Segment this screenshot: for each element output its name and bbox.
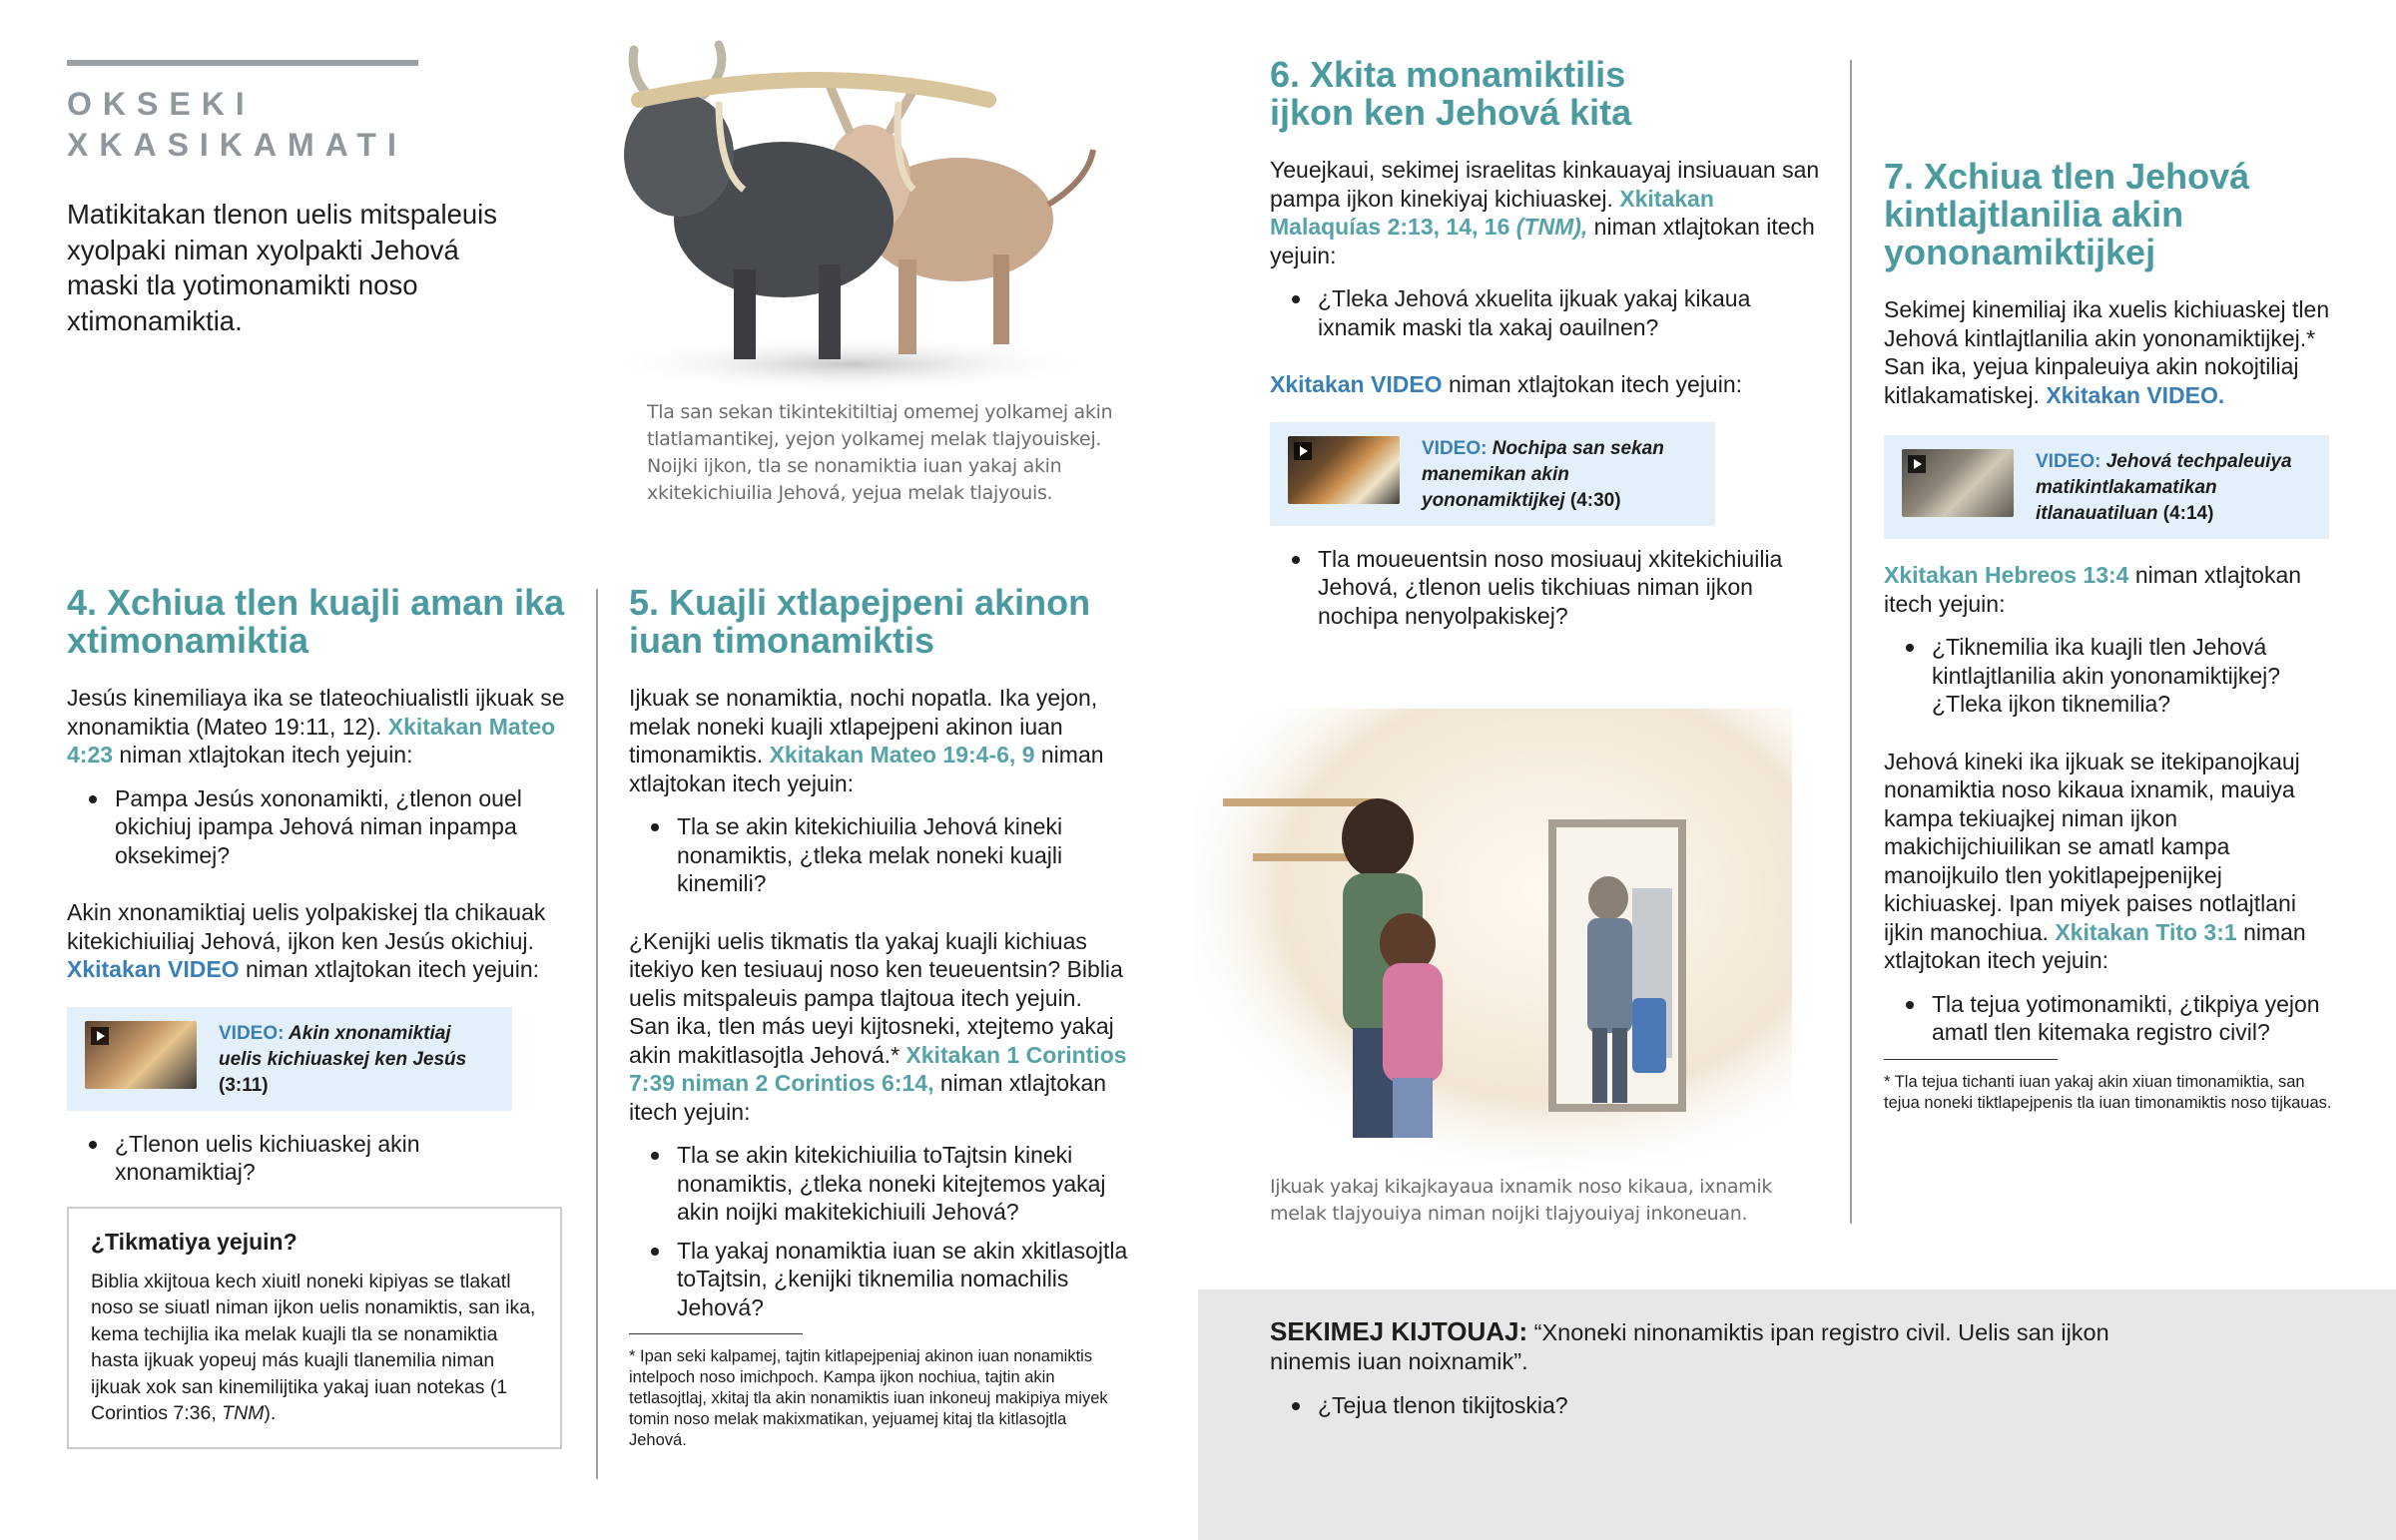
section-7-paragraph-3 <box>1884 748 2333 975</box>
video-thumbnail[interactable] <box>1902 449 2014 517</box>
video-link[interactable]: Xkitakan VIDEO <box>1270 371 1443 397</box>
footnote-rule <box>629 1333 803 1334</box>
video-thumbnail[interactable] <box>85 1021 197 1089</box>
section-5-paragraph-2 <box>629 927 1128 1127</box>
p1-tail: niman xtlajtokan itech yejuin: <box>1270 214 1815 268</box>
video-title: Jehová techpaleuiya matikintlakamatikan itlanauatiluan <box>2036 451 2292 524</box>
kicker-line-1: OKSEKI <box>67 86 256 122</box>
video-duration: (4:30) <box>1569 489 1621 511</box>
scripture-link-mateo-19[interactable]: Xkitakan Mateo 19:4-6, 9 <box>769 742 1035 768</box>
section-4 <box>67 584 566 1449</box>
p1-text: Ijkuak se nonamiktia, nochi nopatla. Ika yejon, melak noneki kuajli xtlapejpeni akinon iuan timonamiktis. <box>629 685 1098 768</box>
scripture-link-tnm[interactable]: (TNM), <box>1515 214 1588 240</box>
question-marry-worshipper: Tla se akin kitekichiuilia toTajtsin kineki nonamiktis, ¿tleka noneki kitejtemos yakaj akin noijki makitekichiuili Jehová? <box>677 1141 1128 1227</box>
video-card-single[interactable] <box>67 1007 512 1111</box>
objection-quote <box>1270 1317 2168 1376</box>
section-4-paragraph-1 <box>67 684 566 770</box>
section-5-title: 5. Kuajli xtlapejpeni akinon iuan timonamiktis <box>629 582 1091 661</box>
p3-tail: niman xtlajtokan itech yejuin: <box>1884 918 2306 973</box>
video-title: Akin xnonamiktiaj uelis kichiuaskej ken Jesús <box>219 1022 467 1070</box>
video-link[interactable]: Xkitakan VIDEO. <box>2046 381 2225 408</box>
question-what-would-you-say: ¿Tejua tlenon tikijtoskia? <box>1318 1392 1568 1418</box>
p2-tail: niman xtlajtokan itech yejuin: <box>239 956 540 982</box>
kicker-rule <box>67 60 418 66</box>
section-7-paragraph-1 <box>1884 295 2333 409</box>
title-line-1: 6. Xkita monamiktilis <box>1270 54 1626 95</box>
video-label: VIDEO: <box>2036 451 2101 472</box>
section-7-bullets-1 <box>1884 633 2333 719</box>
section-7-footnote: * Tla tejua tichanti iuan yakaj akin xiuan timonamiktia, san tejua noneki tiktlapejpenis tla iuan timonamiktis noso tijkauas. <box>1884 1072 2332 1112</box>
video-info <box>2036 449 2311 527</box>
p1-tail: niman xtlajtokan itech yejuin: <box>629 742 1104 796</box>
scripture-link-malaquias[interactable]: Xkitakan Malaquías 2:13, 14, 16 <box>1270 185 1714 240</box>
question-why-choose-carefully: Tla se akin kitekichiuilia Jehová kineki nonamiktis, ¿tleka melak noneki kuajli kinemili? <box>677 812 1128 898</box>
p1-text: Jesús kinemiliaya ika se tlateochiualistli ijkuak se xnonamiktia (Mateo 19:11, 12). <box>67 685 565 740</box>
section-5-bullets-1 <box>629 812 1128 898</box>
video-duration: (4:14) <box>2162 503 2214 524</box>
section-5-paragraph-1 <box>629 684 1128 797</box>
p1-tail: niman xtlajtokan itech yejuin: <box>113 742 413 768</box>
section-7-title: 7. Xchiua tlen Jehová kintlajtlanilia akin yononamiktijkej <box>1884 156 2250 272</box>
question-spouse-not-worshipper: Tla moueuentsin noso mosiuauj xkitekichiuilia Jehová, ¿tlenon uelis tikchiuas niman ijkon nochipa nenyolpakiskej? <box>1318 545 1829 631</box>
column-divider-left <box>596 589 598 1479</box>
section-5 <box>629 584 1128 1451</box>
section-4-title: 4. Xchiua tlen kuajli aman ika xtimonamiktia <box>67 582 565 661</box>
question-jehovah-requirements: ¿Tiknemilia ika kuajli tlen Jehová kintlajtlanilia akin yononamiktijkej? ¿Tleka ijkon tiknemilia? <box>1932 633 2333 719</box>
video-label: VIDEO: <box>219 1022 285 1044</box>
oxen-caption: Tla san sekan tikintekitiltiaj omemej yolkamej akin tlatlamantikej, yejon yolkamej melak tlajyouiskej. Noijki ijkon, tla se nonamiktia iuan yakaj akin xkitekichiuilia Jehová, yejua melak tlajyouis. <box>647 401 1113 504</box>
scripture-link-hebreos[interactable]: Xkitakan Hebreos 13:4 <box>1884 562 2129 588</box>
section-4-bullets-2 <box>67 1130 566 1187</box>
section-5-bullets-2 <box>629 1141 1128 1321</box>
video-link[interactable]: Xkitakan VIDEO <box>67 956 240 982</box>
question-why-jehovah-hates-divorce: ¿Tleka Jehová xkuelita ijkuak yakaj kikaua ixnamik maski tla xakaj oauilnen? <box>1318 284 1829 341</box>
p2-text: ¿Kenijki uelis tikmatis tla yakaj kuajli kichiuas itekiyo ken tesiuauj noso ken teueuentsin? Biblia uelis mitspaleuis pampa tlajtoua itech yejuin. San ika, tlen más ueyi kijtosneki, xtejtemo yakaj akin makitlasojtla Jehová.* <box>629 927 1123 1068</box>
question-jehovah-feelings: Tla yakaj nonamiktia iuan se akin xkitlasojtla toTajtsin, ¿kenijki tiknemilia nomachilis Jehová? <box>677 1237 1128 1320</box>
p2-tail: niman xtlajtokan itech yejuin: <box>1442 371 1743 397</box>
video-duration: (3:11) <box>219 1074 269 1096</box>
video-card-marriage[interactable] <box>1270 422 1715 526</box>
box-end: ). <box>264 1402 277 1424</box>
section-6-bullets-1 <box>1270 284 1829 341</box>
section-4-paragraph-2 <box>67 898 566 984</box>
video-thumbnail[interactable] <box>1288 436 1400 504</box>
footnote-rule <box>1884 1059 2058 1060</box>
objection-panel <box>1198 1289 2396 1540</box>
scripture-link-mateo-4-23[interactable]: Xkitakan Mateo 4:23 <box>67 713 556 768</box>
p2-tail: niman xtlajtokan itech yejuin: <box>1884 562 2302 617</box>
section-6-paragraph-1 <box>1270 156 1829 269</box>
section-kicker <box>67 84 407 166</box>
section-7-paragraph-2 <box>1884 561 2333 618</box>
p3-text: Jehová kineki ika ijkuak se itekipanojkauj nonamiktia noso kikaua ixnamik, mauiya kampa tekiuajkej niman ijkon makichijchiuilikan se amatl kampa manoijkuilo tlen yokitlapejpenijkej kichiuaskej. Ipan miyek paises notlajtlani ijkin manochiua. <box>1884 748 2300 945</box>
section-7-bullets-2 <box>1884 990 2333 1047</box>
section-6-title <box>1270 56 1829 132</box>
scripture-link-corintios[interactable]: Xkitakan 1 Corintios 7:39 niman 2 Corintios 6:14, <box>629 1041 1127 1096</box>
question-what-can-unmarried-do: ¿Tlenon uelis kichiuaskej akin xnonamiktiaj? <box>115 1130 566 1187</box>
video-info <box>1422 436 1697 514</box>
scripture-link-tito[interactable]: Xkitakan Tito 3:1 <box>2055 918 2237 945</box>
video-info <box>219 1021 494 1099</box>
question-jesus-unmarried: Pampa Jesús xononamikti, ¿tlenon ouel okichiuj ipampa Jehová niman inpampa oksekimej? <box>115 784 566 870</box>
column-divider-right <box>1850 60 1852 1224</box>
question-marriage-certificate: Tla tejua yotimonamikti, ¿tikpiya yejon amatl tlen kitemaka registro civil? <box>1932 990 2333 1047</box>
objection-bullets <box>1270 1391 1568 1420</box>
did-you-know-text <box>91 1269 540 1427</box>
p1-text: Yeuejkaui, sekimej israelitas kinkauayaj insiuauan san pampa ijkon kinekiyaj kichiuaskej. <box>1270 157 1820 212</box>
p2-tail: niman xtlajtokan itech yejuin: <box>629 1070 1107 1125</box>
objection-text: “Xnoneki ninonamiktis ipan registro civil. Uelis san ijkon ninemis iuan noixnamik”. <box>1270 1319 2109 1374</box>
play-icon <box>91 1027 109 1045</box>
play-icon <box>1294 442 1312 460</box>
section-7 <box>1884 158 2333 1114</box>
play-icon <box>1908 455 1926 473</box>
section-4-bullets-1 <box>67 784 566 870</box>
section-6-paragraph-2 <box>1270 370 1829 399</box>
video-card-obey-laws[interactable] <box>1884 435 2329 539</box>
title-line-2: ijkon ken Jehová kita <box>1270 92 1632 133</box>
p1-text: Sekimej kinemiliaj ika xuelis kichiuaskej tlen Jehová kintlajtlanilia akin yononamiktijkej.* San ika, yejua kinpaleuiya akin nokojtiliaj kitlakamatiskej. <box>1884 296 2330 408</box>
video-label: VIDEO: <box>1422 437 1488 459</box>
p2-text: Akin xnonamiktiaj uelis yolpakiskej tla chikauak kitekichiuiliaj Jehová, ijkon ken Jesús okichiuj. <box>67 899 546 954</box>
intro-text: Matikitakan tlenon uelis mitspaleuis xyolpaki niman xyolpakti Jehová maski tla yotimonamikti noso xtimonamiktia. <box>67 199 498 336</box>
objection-label: SEKIMEJ KIJTOUAJ: <box>1270 1316 1528 1346</box>
section-6 <box>1270 56 1829 630</box>
did-you-know-box <box>67 1207 562 1449</box>
family-caption: Ijkuak yakaj kikajkayaua ixnamik noso kikaua, ixnamik melak tlajyouiya niman noijki tlajyouiyaj inkoneuan. <box>1270 1176 1773 1225</box>
kicker-line-2: XKASIKAMATI <box>67 127 407 163</box>
section-6-bullets-2 <box>1270 545 1829 631</box>
did-you-know-title: ¿Tikmatiya yejuin? <box>91 1228 298 1255</box>
section-5-footnote: * Ipan seki kalpamej, tajtin kitlapejpeniaj akinon iuan nonamiktis intelpoch noso imichpoch. Kampa ijkon nochiua, tajtin akin tetlasojtlaj, xkitaj tla akin nonamiktis iuan inkoneuj makipiya miyek tomin noso melak makixmatikan, yejuamej kitaj tla kitlasojtla Jehová. <box>629 1347 1108 1449</box>
family-illustration <box>1193 709 1792 1168</box>
oxen-illustration <box>569 30 1108 389</box>
box-text: Biblia xkijtoua kech xiuitl noneki kipiyas se tlakatl noso se siuatl niman ijkon uelis nonamiktis, san ika, kema techijlia ika melak kuajli tla se nonamiktia hasta ijkuak yopeuj más kuajli tlanemilia niman ijkuak xok san kinemilijtika yakaj iuan notekas (1 Corintios 7:36, <box>91 1270 536 1424</box>
video-title: Nochipa san sekan manemikan akin yononamiktijkej <box>1422 437 1664 511</box>
box-tnm: TNM <box>222 1402 265 1424</box>
